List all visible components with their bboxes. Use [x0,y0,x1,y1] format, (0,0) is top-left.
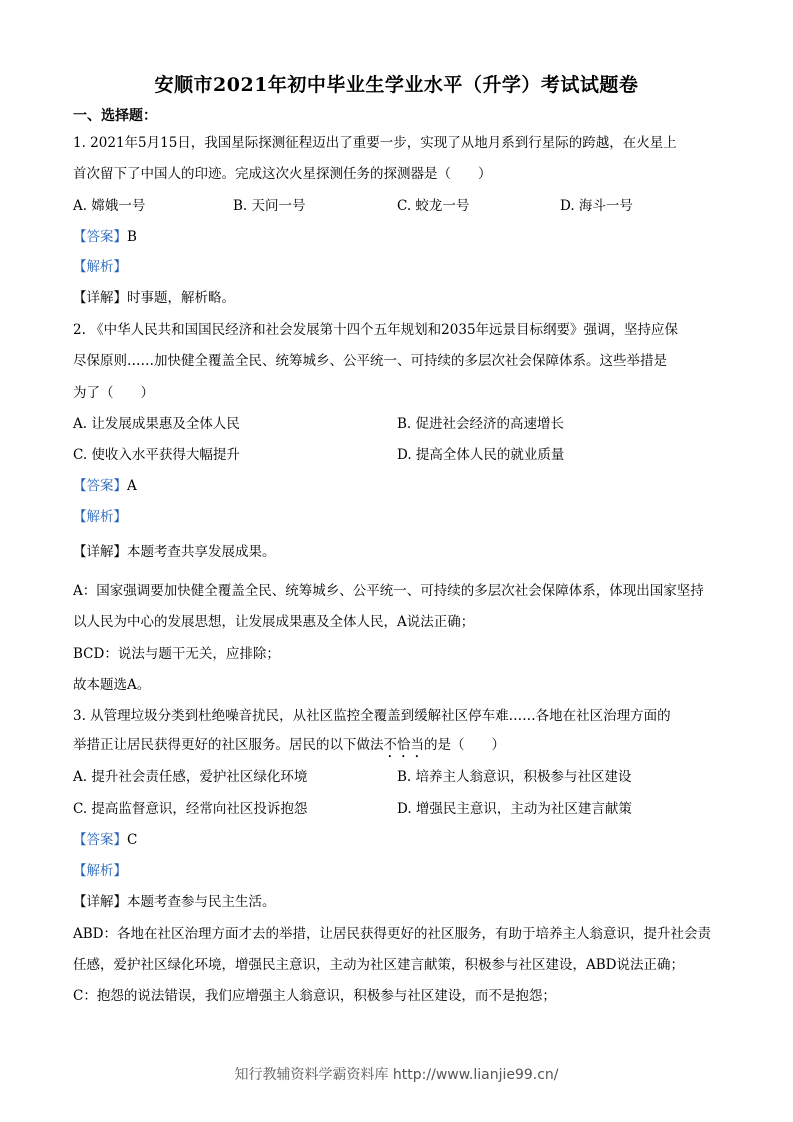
answer-value: C [127,832,138,848]
q2-stem-line2: 尽保原则……加快健全覆盖全民、统筹城乡、公平统一、可持续的多层次社会保障体系。这些举措是 [73,353,667,369]
q2-answer [73,477,137,495]
q3-detail [73,893,276,911]
q2-stem-line1: 2. 《中华人民共和国国民经济和社会发展第十四个五年规划和2035年远景目标纲要》强调，坚持应保 [73,322,679,338]
q1-answer [73,228,137,246]
detail-text: 时事题，解析略。 [127,290,235,306]
answer-value: A [127,478,137,494]
page-title: 安顺市2021年初中毕业生学业水平（升学）考试试题卷 [154,74,639,96]
q1-option-b: B. 天问一号 [233,198,306,214]
answer-tag: 【答案】 [73,478,127,494]
q2-explanation-line4: 故本题选A。 [73,677,151,693]
footer-watermark: 知行教辅资料学霸资料库 http://www.lianjie99.cn/ [234,1067,559,1083]
section-heading: 一、选择题： [73,108,157,124]
q2-option-b: B. 促进社会经济的高速增长 [397,416,565,432]
q3-stem-line1: 3. 从管理垃圾分类到杜绝噪音扰民，从社区监控全覆盖到缓解社区停车难……各地在社区治理方面的 [73,708,671,724]
detail-tag: 【详解】 [73,894,127,910]
q2-option-a: A. 让发展成果惠及全体人民 [73,416,240,432]
q3-stem-text: 举措正让居民获得更好的社区服务。居民的以下做法 [73,737,384,753]
q2-option-c: C. 使收入水平获得大幅提升 [73,447,240,463]
q1-detail [73,289,235,307]
q1-stem-line1: 1. 2021年5月15日，我国星际探测征程迈出了重要一步，实现了从地月系到行星际的跨越，在火星上 [73,135,677,151]
q2-detail [73,543,276,561]
q3-option-c: C. 提高监督意识，经常向社区投诉抱怨 [73,801,308,817]
answer-tag: 【答案】 [73,229,127,245]
q2-analysis [73,508,127,526]
q3-analysis [73,862,127,880]
q1-option-a: A. 嫦娥一号 [73,198,146,214]
q3-stem-line2 [73,736,505,761]
q1-analysis [73,258,127,276]
q3-stem-text-end: 的是（ ） [424,737,505,753]
q2-explanation-line1: A：国家强调要加快健全覆盖全民、统筹城乡、公平统一、可持续的多层次社会保障体系，体现出国家坚持 [73,583,704,599]
q3-explanation-line1: ABD：各地在社区治理方面才去的举措，让居民获得更好的社区服务，有助于培养主人翁意识，提升社会责 [73,926,711,942]
q2-explanation-line3: BCD：说法与题干无关，应排除； [73,646,280,662]
q3-explanation-line3: C：抱怨的说法错误，我们应增强主人翁意识，积极参与社区建设，而不是抱怨； [73,988,556,1004]
q3-stem-emphasis: 不恰当 [383,737,424,753]
q1-stem-line2: 首次留下了中国人的印迹。完成这次火星探测任务的探测器是（ ） [73,166,492,182]
q2-explanation-line2: 以人民为中心的发展思想，让发展成果惠及全体人民，A说法正确； [73,614,475,630]
q3-answer [73,831,137,849]
q3-option-a: A. 提升社会责任感，爱护社区绿化环境 [73,769,308,785]
detail-text: 本题考查共享发展成果。 [127,544,276,560]
analysis-tag: 【解析】 [73,509,127,525]
q1-option-c: C. 蛟龙一号 [397,198,470,214]
q2-stem-line3: 为了（ ） [73,385,154,401]
q3-option-d: D. 增强民主意识，主动为社区建言献策 [397,801,632,817]
answer-value: B [127,229,137,245]
analysis-tag: 【解析】 [73,259,127,275]
q3-explanation-line2: 任感，爱护社区绿化环境，增强民主意识，主动为社区建言献策，积极参与社区建设，ABD说法正确； [73,957,684,973]
analysis-tag: 【解析】 [73,863,127,879]
detail-text: 本题考查参与民主生活。 [127,894,276,910]
detail-tag: 【详解】 [73,290,127,306]
detail-tag: 【详解】 [73,544,127,560]
answer-tag: 【答案】 [73,832,127,848]
q3-option-b: B. 培养主人翁意识，积极参与社区建设 [397,769,632,785]
q1-option-d: D. 海斗一号 [560,198,633,214]
q2-option-d: D. 提高全体人民的就业质量 [397,447,565,463]
